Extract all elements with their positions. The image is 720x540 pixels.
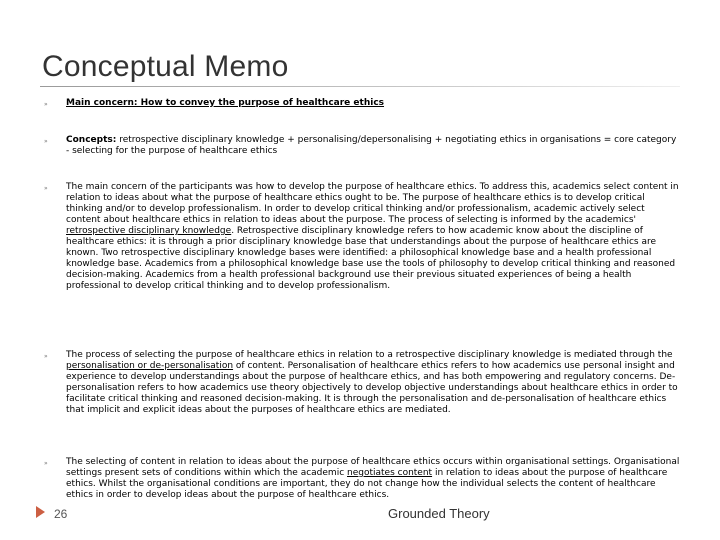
bullet-icon: » xyxy=(44,138,48,145)
bullet-main-concern xyxy=(66,98,680,109)
slide-title: Conceptual Memo xyxy=(42,50,289,83)
title-divider xyxy=(40,86,680,87)
bullet-icon: » xyxy=(44,353,48,360)
main-concern-text: Main concern: How to convey the purpose of healthcare ethics xyxy=(66,98,385,108)
underlined-term: negotiates content xyxy=(347,468,433,478)
concepts-label: Concepts: xyxy=(66,135,117,145)
paragraph-text: The main concern of the participants was how to develop the purpose of healthcare ethics. To address this, academics select content in relation to ideas about what the purpose of healthcare ethics ought to be. The purpose of healthcare ethics is to develop critical thinking and/or to develop professionalism. In order to develop critical thinking and/or professionalism, academic actively select content about healthcare ethics in relation to ideas about the purpose. The process of selecting is informed by the academics' xyxy=(66,182,679,225)
bullet-icon: » xyxy=(44,101,48,108)
bullet-personalisation-paragraph xyxy=(66,350,680,416)
footer-accent-icon xyxy=(36,506,45,518)
underlined-term: retrospective disciplinary knowledge xyxy=(66,226,232,236)
bullet-organisational-paragraph xyxy=(66,457,680,501)
paragraph-text: The process of selecting the purpose of healthcare ethics in relation to a retrospective disciplinary knowledge is mediated through the xyxy=(66,350,673,360)
bullet-icon: » xyxy=(44,460,48,467)
paragraph-text: in relation to ideas about the purpose of healthcare ethics. Whilst the organisational conditions are important, they do not change how the individual selects the content of healthcare ethics in order to develop ideas about the purpose of healthcare ethics. xyxy=(66,468,668,500)
bullet-main-concern-paragraph xyxy=(66,182,680,292)
paragraph-text: . Retrospective disciplinary knowledge refers to how academic know about the discipline of healthcare ethics: it is through a prior disciplinary knowledge base that understandings about the purpose of healthcare ethics are known. Two retrospective disciplinary knowledge bases were identified: a philosophical knowledge base and a health professional knowledge base. Academics from a philosophical knowledge base use the tools of philosophy to develop critical thinking and reasoned decision-making. Academics from a health professional background use their previous situated experiences of being a health professional to develop critical thinking and to develop professionalism. xyxy=(66,226,676,291)
concepts-text: retrospective disciplinary knowledge + personalising/depersonalising + negotiating ethics in organisations = core category - selecting for the purpose of healthcare ethics xyxy=(66,135,677,156)
bullet-icon: » xyxy=(44,185,48,192)
page-number: 26 xyxy=(54,507,68,521)
footer-title: Grounded Theory xyxy=(388,506,490,521)
paragraph-text: The selecting of content in relation to ideas about the purpose of healthcare ethics occurs within organisational settings. Organisational settings present sets of conditions within which the academic xyxy=(66,457,680,478)
bullet-concepts xyxy=(66,135,680,157)
underlined-term: personalisation or de-personalisation xyxy=(66,361,234,371)
paragraph-text: of content. Personalisation of healthcare ethics refers to how academics use personal insight and experience to develop understandings about the purpose of healthcare ethics, and has both empowering and regulatory concerns. De-personalisation refers to how academics use theory objectively to develop objective understandings about healthcare ethics in order to facilitate critical thinking and reasoned decision-making. It is through the personalisation and de-personalisation of healthcare ethics that implicit and explicit ideas about the purposes of healthcare ethics are mediated. xyxy=(66,361,678,415)
